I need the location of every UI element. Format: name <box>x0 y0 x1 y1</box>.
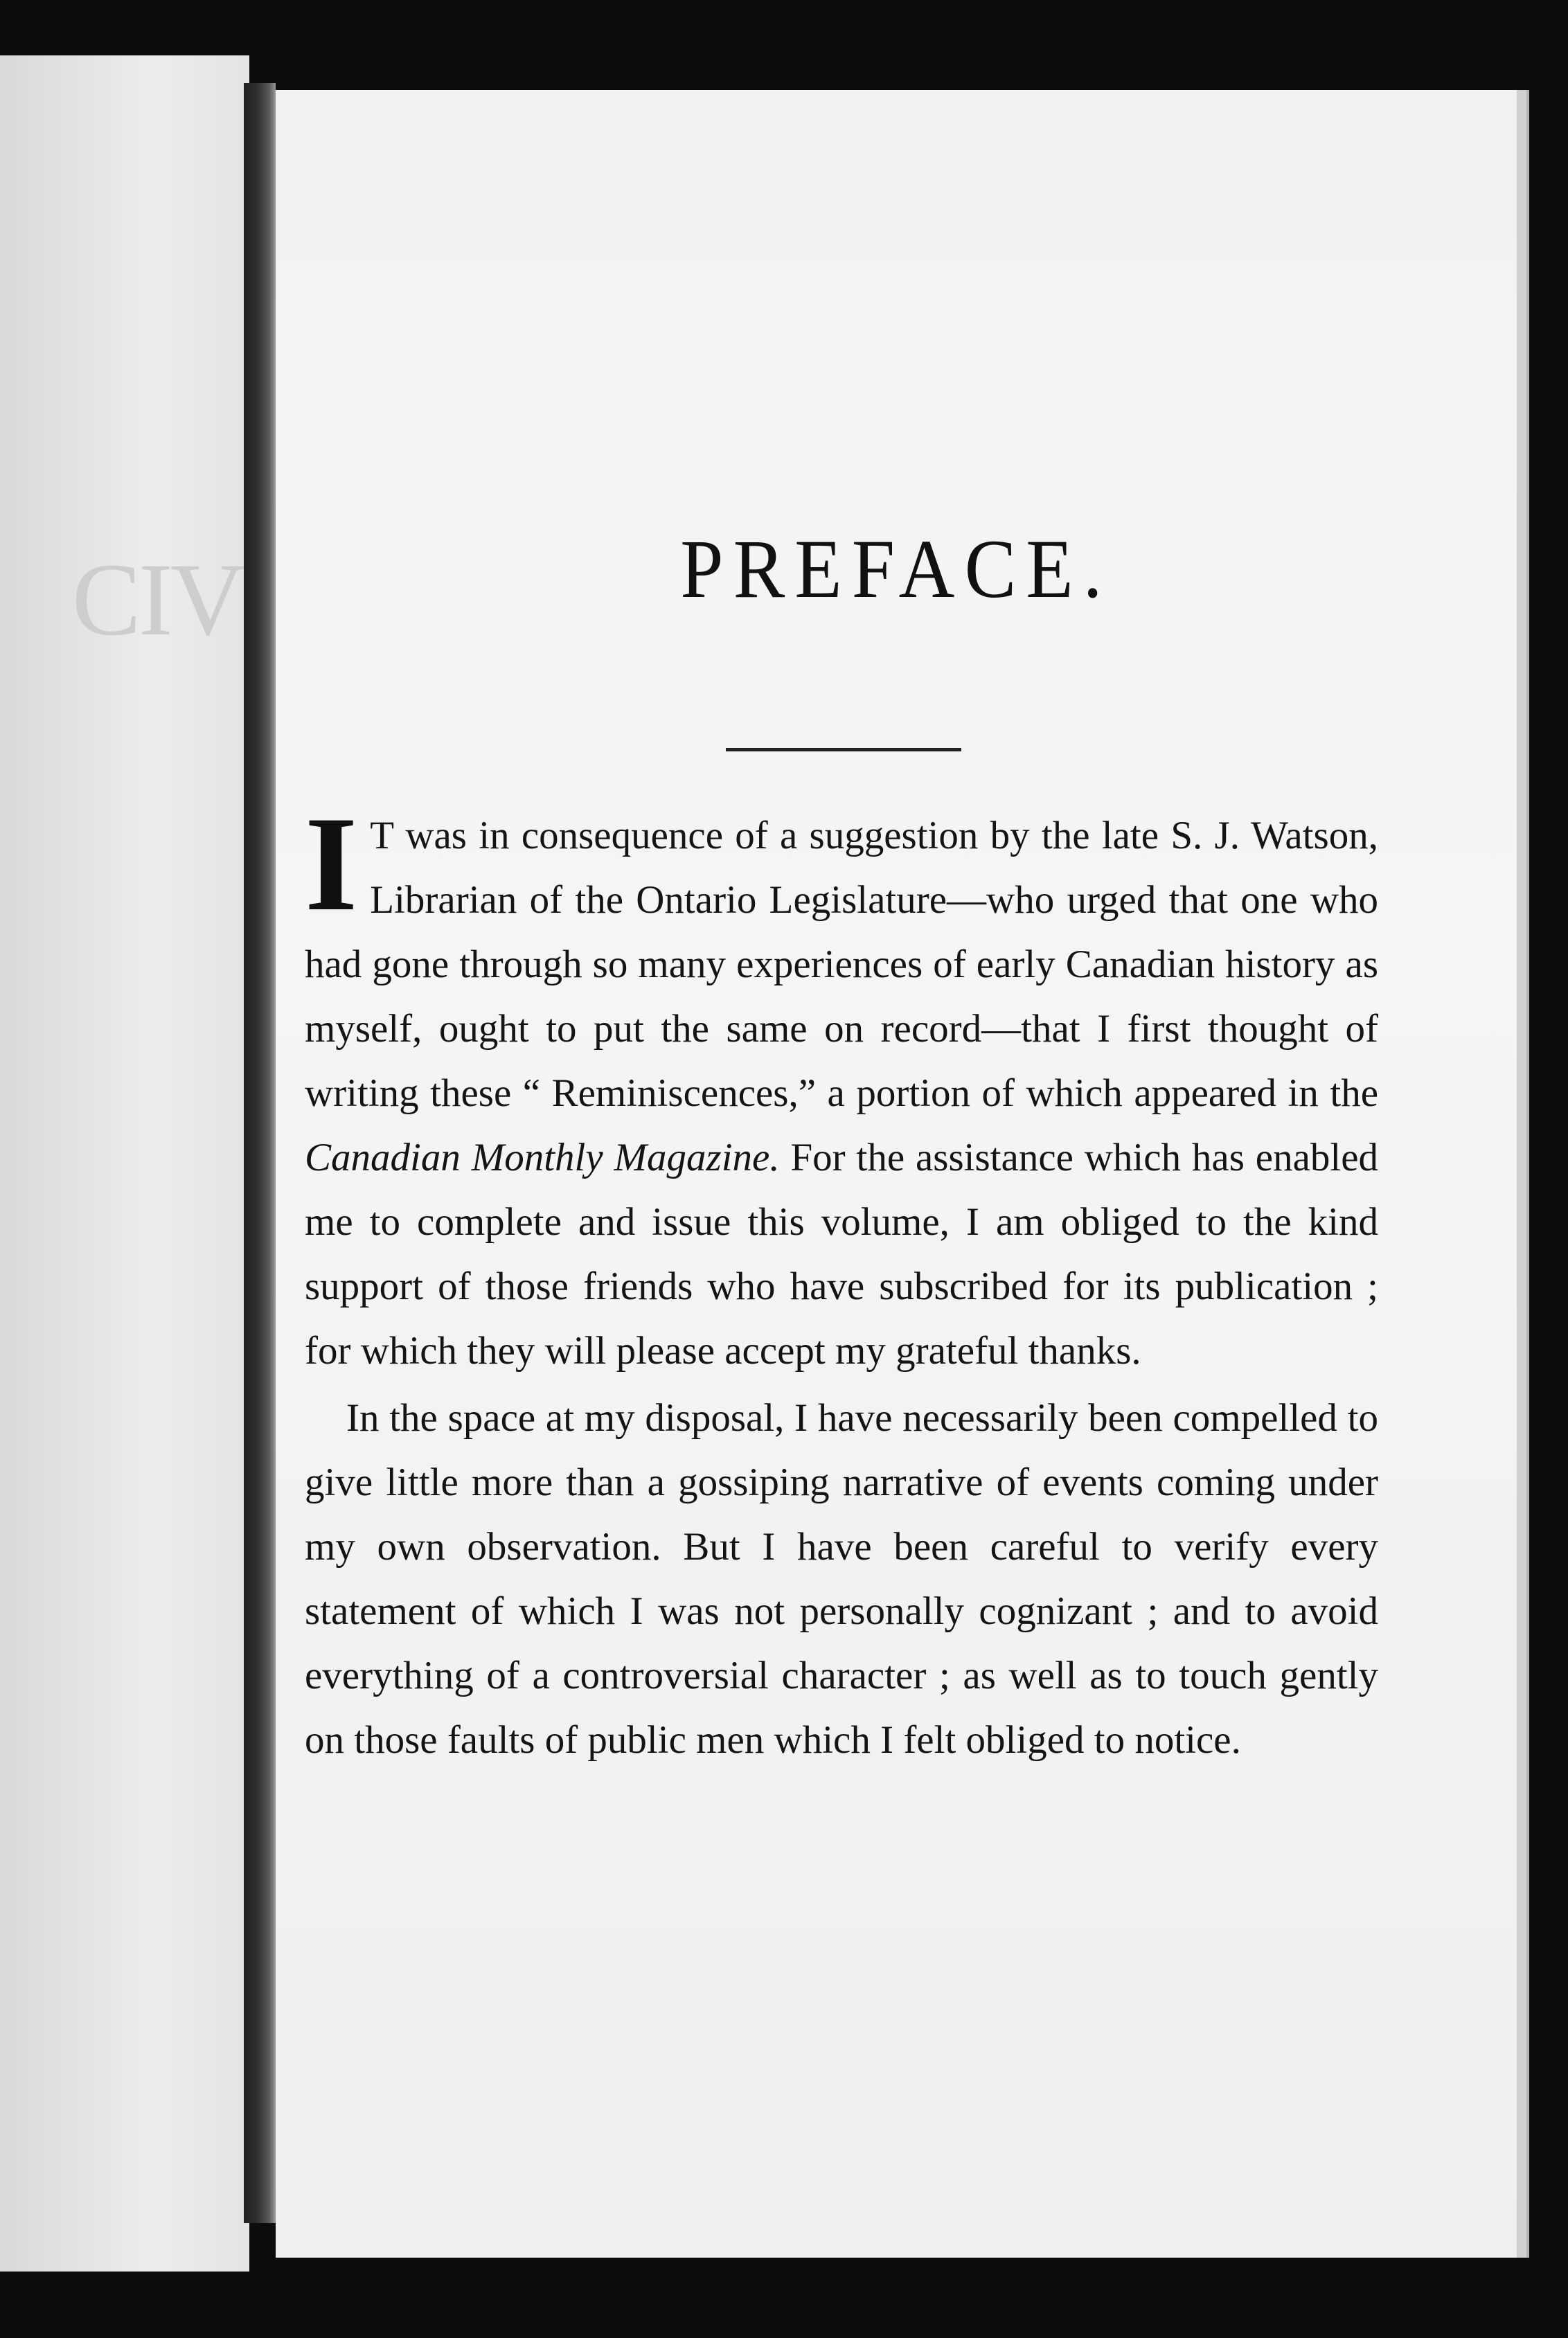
drop-cap: I <box>305 789 358 939</box>
paragraph-1 <box>305 789 1379 1383</box>
title-rule <box>726 748 961 751</box>
facing-page <box>0 55 249 2272</box>
preface-body <box>305 789 1379 1775</box>
magazine-title: Canadian Monthly Magazine. <box>305 1136 780 1179</box>
page-edge <box>1526 90 1529 2258</box>
document-page <box>276 90 1529 2258</box>
page-title: PREFACE. <box>680 522 1112 616</box>
paragraph-1-text-a: T was in consequence of a suggestion by the late S. J. Watson, Librarian of the Ontario Legislature—who urged that one who had gone through so many experiences of early Canadian history as myself, ought to put the same on record—that I first thought of writing these “ Reminiscences,” a portion of which appeared in the <box>305 814 1378 1115</box>
bleed-through-mark: CIV <box>71 542 242 657</box>
paragraph-2: In the space at my disposal, I have necessarily been compelled to give little more than a gossiping narrative of events coming under my own observation. But I have been careful to verify every statement of which I was not personally cognizant ; and to avoid everything of a controversial character ; as well as to touch gently on those faults of public men which I felt obliged to notice. <box>305 1396 1378 1762</box>
paragraph-1-text-b: For the assistance which has enabled me to complete and issue this volume, I am obliged to the kind support of those friends who have subscribed for its publication ; for which they will please accept my grateful thanks. <box>305 1136 1379 1373</box>
book-gutter <box>244 83 276 2223</box>
